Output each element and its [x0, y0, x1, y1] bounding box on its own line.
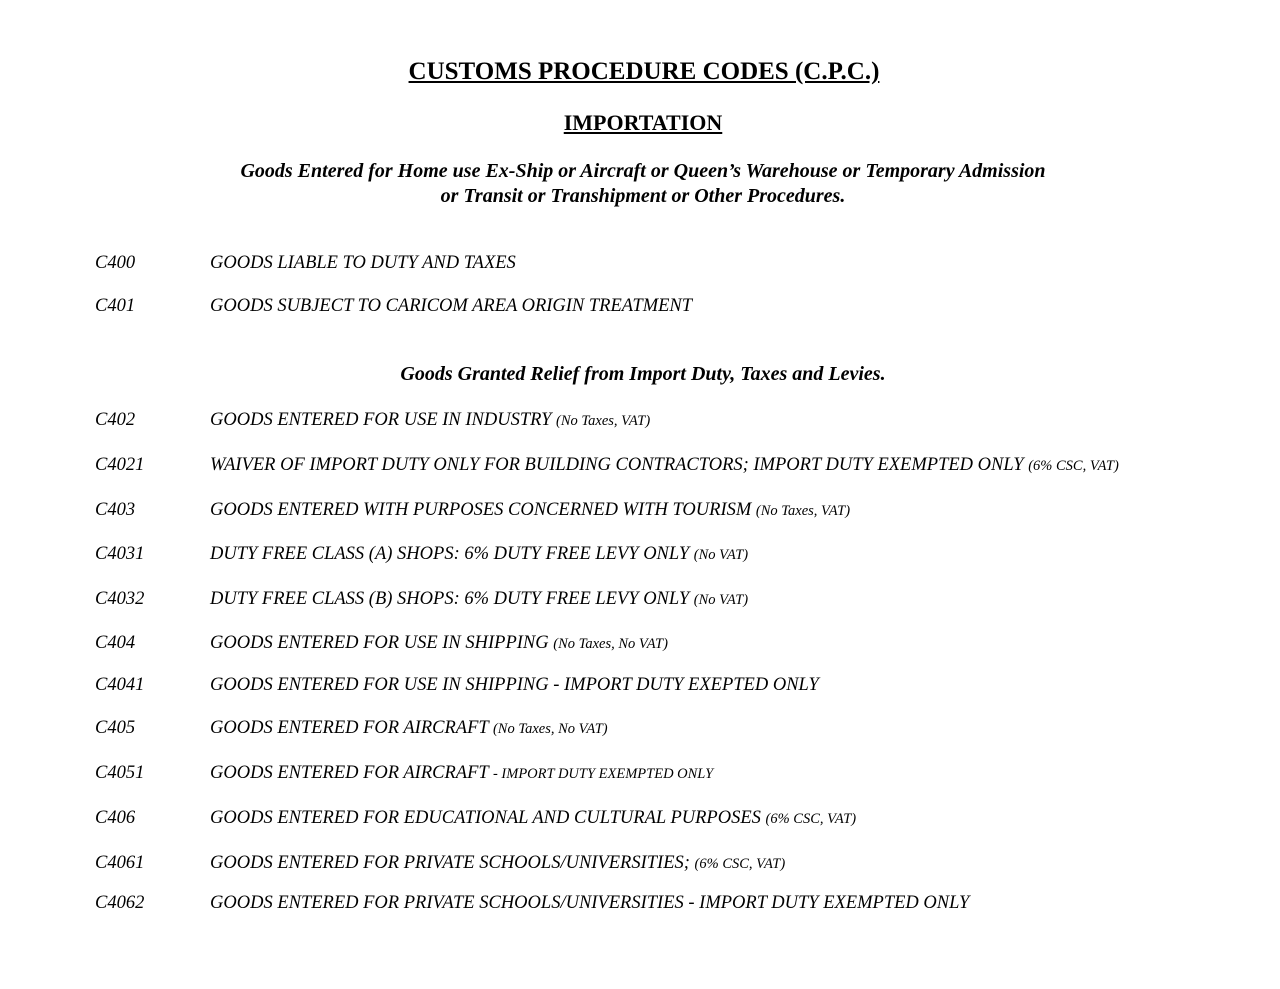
cpc-description: GOODS ENTERED FOR PRIVATE SCHOOLS/UNIVERSITIES - IMPORT DUTY EXEMPTED ONLY: [210, 893, 970, 913]
cpc-description: GOODS ENTERED WITH PURPOSES CONCERNED WITH TOURISM: [210, 500, 752, 520]
cpc-description-line: [210, 410, 650, 431]
cpc-description: GOODS ENTERED FOR AIRCRAFT: [210, 718, 489, 738]
document-title: CUSTOMS PROCEDURE CODES (C.P.C.): [408, 58, 880, 85]
cpc-description-line: [210, 763, 713, 784]
cpc-description: GOODS ENTERED FOR USE IN INDUSTRY: [210, 410, 552, 430]
cpc-code: C401: [95, 296, 136, 316]
cpc-code: C4032: [95, 589, 145, 609]
cpc-description-line: [210, 253, 516, 274]
cpc-note: (No Taxes, No VAT): [492, 721, 608, 737]
cpc-description-line: [210, 455, 1119, 476]
cpc-description: GOODS ENTERED FOR AIRCRAFT: [210, 763, 489, 783]
cpc-code: C4021: [95, 455, 145, 475]
cpc-description-line: [210, 633, 668, 654]
cpc-note: (No VAT): [693, 547, 749, 563]
cpc-description: GOODS ENTERED FOR USE IN SHIPPING: [210, 633, 549, 653]
cpc-code: C403: [95, 500, 136, 520]
cpc-note: (No Taxes, VAT): [755, 503, 851, 519]
cpc-code: C406: [95, 808, 136, 828]
cpc-description: WAIVER OF IMPORT DUTY ONLY FOR BUILDING CONTRACTORS; IMPORT DUTY EXEMPTED ONLY: [210, 455, 1024, 475]
cpc-code: C4051: [95, 763, 145, 783]
cpc-description-line: [210, 544, 748, 565]
cpc-code: C405: [95, 718, 136, 738]
cpc-note: (No Taxes, VAT): [556, 413, 651, 429]
cpc-description: DUTY FREE CLASS (B) SHOPS: 6% DUTY FREE LEVY ONLY: [210, 589, 690, 609]
cpc-description: GOODS LIABLE TO DUTY AND TAXES: [210, 253, 516, 273]
cpc-code: C4031: [95, 544, 145, 564]
cpc-description-line: [210, 500, 850, 521]
intro-line-2: or Transit or Transhipment or Other Procedures.: [440, 185, 846, 207]
cpc-description-line: [210, 718, 608, 739]
cpc-code: C402: [95, 410, 136, 430]
cpc-note: - IMPORT DUTY EXEMPTED ONLY: [492, 766, 714, 782]
cpc-description: GOODS ENTERED FOR EDUCATIONAL AND CULTURAL PURPOSES: [210, 808, 761, 828]
cpc-note: (No Taxes, No VAT): [553, 636, 668, 652]
cpc-code: C404: [95, 633, 136, 653]
document-subtitle: IMPORTATION: [563, 110, 723, 135]
cpc-code: C400: [95, 253, 136, 273]
cpc-description-line: [210, 808, 856, 829]
cpc-code: C4062: [95, 893, 145, 913]
section-heading-relief: Goods Granted Relief from Import Duty, Taxes and Levies.: [400, 363, 886, 385]
cpc-description: GOODS ENTERED FOR USE IN SHIPPING - IMPORT DUTY EXEPTED ONLY: [210, 675, 819, 695]
cpc-description-line: [210, 589, 748, 610]
cpc-description: GOODS ENTERED FOR PRIVATE SCHOOLS/UNIVERSITIES;: [210, 853, 690, 873]
cpc-description-line: [210, 296, 692, 317]
cpc-description: DUTY FREE CLASS (A) SHOPS: 6% DUTY FREE LEVY ONLY: [210, 544, 690, 564]
cpc-note: (6% CSC, VAT): [694, 856, 786, 872]
cpc-note: (6% CSC, VAT): [765, 811, 857, 827]
cpc-code: C4061: [95, 853, 145, 873]
cpc-note: (6% CSC, VAT): [1028, 458, 1119, 474]
intro-line-1: Goods Entered for Home use Ex-Ship or Aircraft or Queen’s Warehouse or Temporary Admission: [240, 160, 1046, 182]
cpc-code: C4041: [95, 675, 145, 695]
cpc-description-line: [210, 893, 969, 914]
cpc-description-line: [210, 853, 785, 874]
cpc-description: GOODS SUBJECT TO CARICOM AREA ORIGIN TREATMENT: [210, 296, 693, 316]
intro-paragraph: [0, 159, 1280, 209]
cpc-note: (No VAT): [693, 592, 749, 608]
cpc-description-line: [210, 675, 819, 696]
